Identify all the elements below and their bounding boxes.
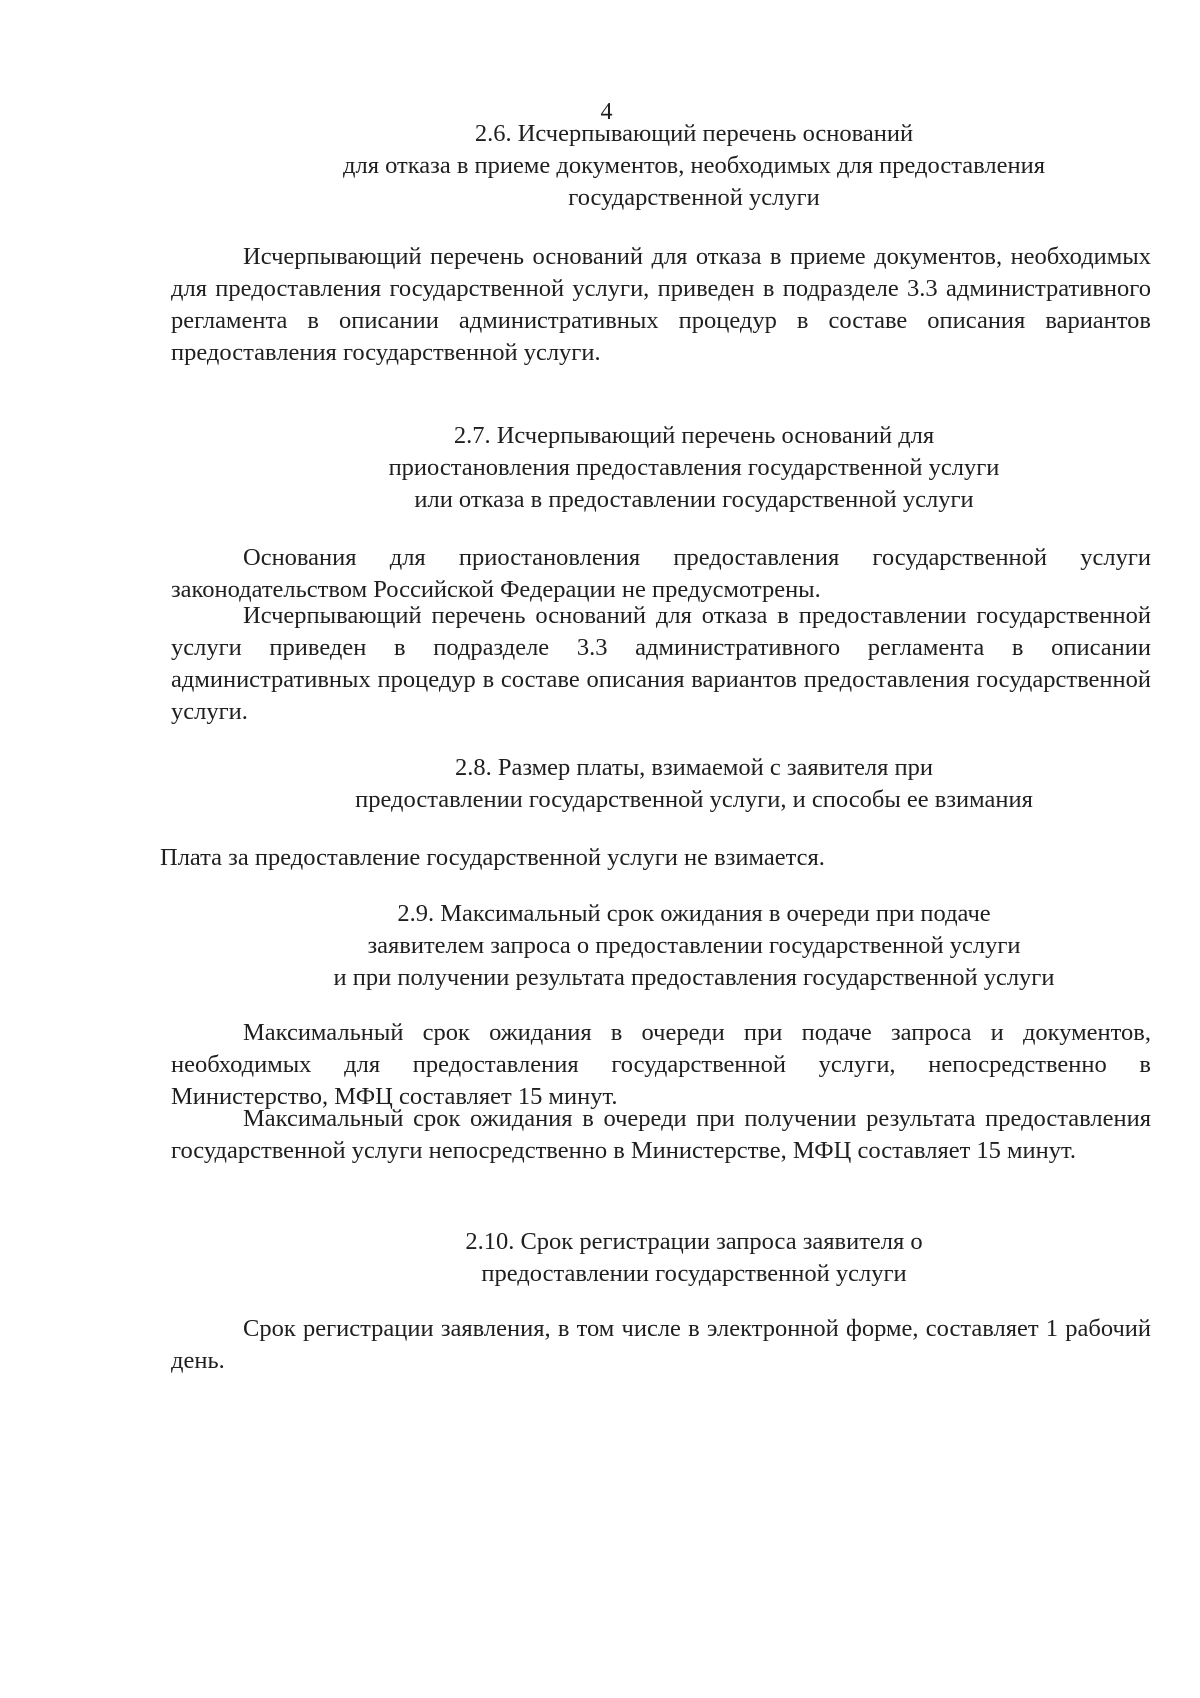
section-heading-2-10 xyxy=(160,1226,1200,1290)
heading-line: предоставлении государственной услуги, и способы ее взимания xyxy=(355,786,1033,813)
section-heading-2-6 xyxy=(160,118,1200,214)
heading-line: государственной услуги xyxy=(568,184,820,211)
section-heading-2-7 xyxy=(160,420,1200,516)
heading-line: для отказа в приеме документов, необходимых для предоставления xyxy=(343,152,1045,179)
heading-line: 2.7. Исчерпывающий перечень оснований для xyxy=(453,422,935,449)
section-heading-2-8 xyxy=(160,752,1200,816)
heading-line: 2.10. Срок регистрации запроса заявителя о xyxy=(465,1228,923,1255)
heading-line: или отказа в предоставлении государственной услуги xyxy=(414,486,974,513)
page-number: 4 xyxy=(600,99,613,125)
heading-line: заявителем запроса о предоставлении государственной услуги xyxy=(367,932,1021,959)
heading-line: предоставлении государственной услуги xyxy=(481,1260,907,1287)
heading-line: 2.6. Исчерпывающий перечень оснований xyxy=(474,120,914,147)
section-heading-2-9 xyxy=(160,898,1200,994)
heading-line: 2.9. Максимальный срок ожидания в очереди при подаче xyxy=(397,900,991,927)
paragraph: Исчерпывающий перечень оснований для отказа в приеме документов, необходимых для предоставления государственной услуги, приведен в подразделе 3.3 административного регламента в описании административных процедур в составе описания вариантов предоставления государственной услуги. xyxy=(171,243,1151,366)
paragraph: Плата за предоставление государственной услуги не взимается. xyxy=(160,844,825,871)
paragraph: Срок регистрации заявления, в том числе в электронной форме, составляет 1 рабочий день. xyxy=(171,1315,1151,1374)
paragraph: Максимальный срок ожидания в очереди при получении результата предоставления государственной услуги непосредственно в Министерстве, МФЦ составляет 15 минут. xyxy=(171,1105,1151,1164)
heading-line: 2.8. Размер платы, взимаемой с заявителя при xyxy=(454,754,934,781)
paragraph: Максимальный срок ожидания в очереди при подаче запроса и документов, необходимых для предоставления государственной услуги, непосредственно в Министерство, МФЦ составляет 15 минут. xyxy=(171,1019,1151,1110)
paragraph: Исчерпывающий перечень оснований для отказа в предоставлении государственной услуги приведен в подразделе 3.3 административного регламента в описании административных процедур в составе описания вариантов предоставления государственной услуги. xyxy=(171,602,1151,725)
heading-line: и при получении результата предоставления государственной услуги xyxy=(333,964,1055,991)
heading-line: приостановления предоставления государственной услуги xyxy=(388,454,1000,481)
paragraph: Основания для приостановления предоставления государственной услуги законодательством Российской Федерации не предусмотрены. xyxy=(171,544,1151,603)
